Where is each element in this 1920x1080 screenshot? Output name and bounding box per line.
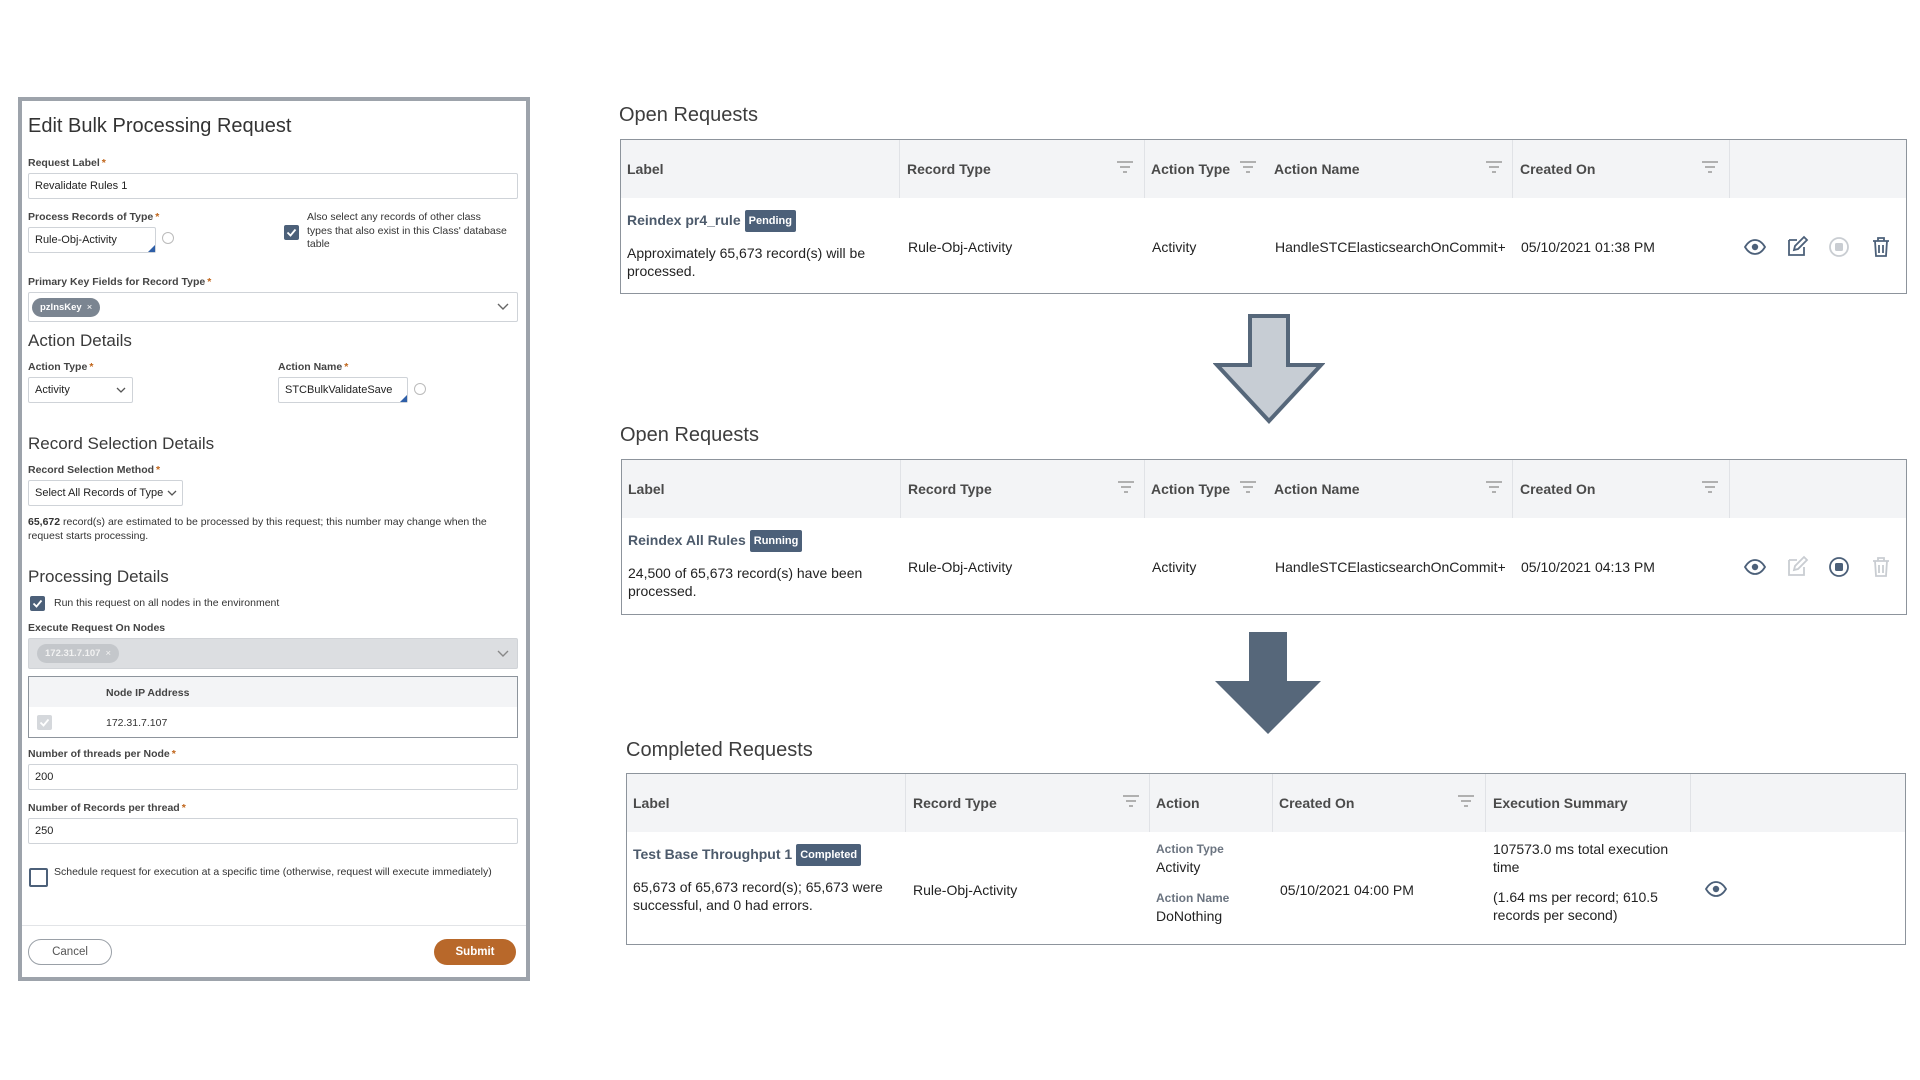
node-ip-cell: 172.31.7.107	[106, 717, 168, 729]
check-icon	[286, 227, 297, 238]
node-row-checkbox	[37, 715, 52, 730]
node-table	[28, 676, 518, 738]
lookup-icon[interactable]	[162, 232, 174, 244]
node-table-header	[29, 677, 517, 707]
completed-requests-table	[626, 773, 1906, 945]
col-created-on: Created On	[1279, 795, 1355, 811]
open-requests-table	[620, 139, 1907, 294]
filter-icon[interactable]	[1239, 160, 1257, 176]
column-divider	[905, 774, 906, 832]
filter-icon[interactable]	[1239, 480, 1257, 496]
col-action-type: Action Type	[1151, 481, 1231, 497]
edit-icon	[1785, 555, 1809, 579]
column-divider	[1144, 140, 1145, 198]
action-type-cell: Activity	[1156, 859, 1201, 875]
status-badge: Completed	[796, 844, 861, 866]
column-divider	[1485, 774, 1486, 832]
schedule-checkbox[interactable]	[29, 868, 48, 887]
col-label: Label	[633, 795, 670, 811]
resize-corner-icon	[148, 245, 155, 252]
filter-icon[interactable]	[1485, 160, 1503, 176]
execute-on-nodes-select	[28, 638, 518, 669]
record-type-cell: Rule-Obj-Activity	[908, 559, 1013, 575]
execution-summary-line1: 107573.0 ms total execution time	[1493, 841, 1669, 875]
action-details-heading: Action Details	[28, 331, 132, 350]
created-on-cell: 05/10/2021 04:13 PM	[1521, 559, 1655, 575]
filter-icon[interactable]	[1457, 794, 1475, 810]
request-label-input[interactable]: Revalidate Rules 1	[28, 173, 518, 199]
column-divider	[1729, 140, 1730, 198]
trash-icon[interactable]	[1869, 235, 1893, 259]
check-icon	[39, 717, 50, 728]
lookup-icon[interactable]	[414, 383, 426, 395]
table-header	[627, 774, 1905, 832]
process-records-caption: Process Records of Type *	[28, 211, 160, 223]
also-select-text: Also select any records of other class types that also exist in this Class' database table	[307, 211, 507, 250]
request-label-cell: Test Base Throughput 1 Completed	[633, 844, 903, 866]
column-divider	[1512, 460, 1513, 518]
node-chip: 172.31.7.107 ×	[37, 644, 119, 663]
run-all-nodes-checkbox[interactable]	[30, 596, 45, 611]
col-record-type: Record Type	[913, 795, 997, 811]
records-per-thread-input[interactable]: 250	[28, 818, 518, 844]
filter-icon[interactable]	[1701, 480, 1719, 496]
action-name-cell: HandleSTCElasticsearchOnCommit+	[1275, 559, 1506, 575]
col-record-type: Record Type	[908, 481, 992, 497]
edit-bulk-processing-panel	[18, 97, 530, 981]
trash-icon	[1869, 555, 1893, 579]
filter-icon[interactable]	[1485, 480, 1503, 496]
action-type-caption: Action Type	[1156, 842, 1224, 856]
col-created-on: Created On	[1520, 161, 1596, 177]
column-divider	[1272, 774, 1273, 832]
resize-corner-icon	[400, 395, 407, 402]
divider	[22, 925, 526, 926]
processing-details-heading: Processing Details	[28, 567, 169, 586]
submit-button[interactable]: Submit	[434, 939, 516, 965]
created-on-cell: 05/10/2021 01:38 PM	[1521, 239, 1655, 255]
column-divider	[1144, 460, 1145, 518]
request-label-cell: Reindex All Rules Running	[628, 530, 898, 552]
primary-key-caption: Primary Key Fields for Record Type *	[28, 276, 212, 288]
action-name-cell: HandleSTCElasticsearchOnCommit+	[1275, 239, 1506, 255]
action-type-cell: Activity	[1152, 559, 1197, 575]
record-type-cell: Rule-Obj-Activity	[908, 239, 1013, 255]
chevron-down-icon	[497, 303, 509, 311]
run-all-nodes-text: Run this request on all nodes in the environment	[54, 597, 280, 609]
col-label: Label	[627, 161, 664, 177]
action-name-caption: Action Name *	[278, 361, 349, 373]
request-desc-cell: 65,673 of 65,673 record(s); 65,673 were successful, and 0 had errors.	[633, 879, 883, 913]
stop-icon[interactable]	[1827, 555, 1851, 579]
cancel-button[interactable]: Cancel	[28, 939, 112, 965]
primary-key-chip[interactable]: pzInsKey ×	[32, 298, 100, 317]
col-action-name: Action Name	[1274, 161, 1360, 177]
open-requests-table	[621, 459, 1907, 615]
table-header	[621, 140, 1906, 198]
eye-icon[interactable]	[1743, 555, 1767, 579]
threads-caption: Number of threads per Node *	[28, 748, 176, 760]
col-action-type: Action Type	[1151, 161, 1231, 177]
request-label-cell: Reindex pr4_rule Pending	[627, 210, 897, 232]
action-name-cell: DoNothing	[1156, 908, 1223, 924]
arrow-down-icon	[1213, 630, 1323, 736]
schedule-text: Schedule request for execution at a specific time (otherwise, request will execute immediately)	[54, 866, 492, 878]
request-label-caption: Request Label *	[28, 157, 106, 169]
node-ip-header: Node IP Address	[106, 687, 190, 699]
action-name-caption: Action Name	[1156, 891, 1230, 905]
also-select-checkbox[interactable]	[284, 225, 299, 240]
col-action: Action	[1156, 795, 1200, 811]
execution-summary-line2: (1.64 ms per record; 610.5 records per second)	[1493, 889, 1658, 923]
request-desc-cell: Approximately 65,673 record(s) will be processed.	[627, 245, 866, 279]
col-created-on: Created On	[1520, 481, 1596, 497]
col-action-name: Action Name	[1274, 481, 1360, 497]
threads-input[interactable]: 200	[28, 764, 518, 790]
column-divider	[1149, 774, 1150, 832]
action-name-input[interactable]: STCBulkValidateSave	[278, 377, 408, 403]
record-selection-method-select[interactable]: Select All Records of Type	[28, 480, 183, 506]
col-execution-summary: Execution Summary	[1493, 795, 1628, 811]
open-requests-title: Open Requests	[619, 104, 758, 126]
chevron-down-icon	[116, 387, 126, 394]
record-selection-heading: Record Selection Details	[28, 434, 215, 453]
eye-icon[interactable]	[1704, 877, 1728, 901]
stop-icon	[1827, 235, 1851, 259]
status-badge: Pending	[745, 210, 796, 232]
filter-icon[interactable]	[1701, 160, 1719, 176]
status-badge: Running	[750, 530, 803, 552]
filter-icon[interactable]	[1116, 160, 1134, 176]
action-type-select[interactable]: Activity	[28, 377, 133, 403]
request-desc-cell: 24,500 of 65,673 record(s) have been processed.	[628, 565, 863, 599]
check-icon	[32, 598, 43, 609]
record-type-cell: Rule-Obj-Activity	[913, 882, 1018, 898]
column-divider	[1729, 460, 1730, 518]
column-divider	[1690, 774, 1691, 832]
execute-on-nodes-caption: Execute Request On Nodes	[28, 622, 166, 634]
chevron-down-icon	[167, 490, 177, 497]
record-selection-method-caption: Record Selection Method *	[28, 464, 161, 476]
action-type-cell: Activity	[1152, 239, 1197, 255]
action-type-caption: Action Type *	[28, 361, 94, 373]
eye-icon[interactable]	[1743, 235, 1767, 259]
record-estimate-text: 65,672 record(s) are estimated to be processed by this request; this number may change when the request starts processing.	[28, 516, 487, 542]
arrow-down-icon	[1213, 313, 1325, 425]
records-per-thread-caption: Number of Records per thread *	[28, 802, 186, 814]
open-requests-title: Open Requests	[620, 424, 759, 446]
primary-key-select[interactable]	[28, 292, 518, 322]
table-header	[622, 460, 1906, 518]
filter-icon[interactable]	[1117, 480, 1135, 496]
filter-icon[interactable]	[1122, 794, 1140, 810]
completed-requests-title: Completed Requests	[626, 739, 813, 761]
chevron-down-icon	[497, 650, 509, 658]
column-divider	[1512, 140, 1513, 198]
column-divider	[900, 460, 901, 518]
form-title: Edit Bulk Processing Request	[28, 115, 292, 137]
edit-icon[interactable]	[1785, 235, 1809, 259]
col-label: Label	[628, 481, 665, 497]
col-record-type: Record Type	[907, 161, 991, 177]
column-divider	[899, 140, 900, 198]
process-records-input[interactable]: Rule-Obj-Activity	[28, 227, 156, 253]
created-on-cell: 05/10/2021 04:00 PM	[1280, 882, 1414, 898]
